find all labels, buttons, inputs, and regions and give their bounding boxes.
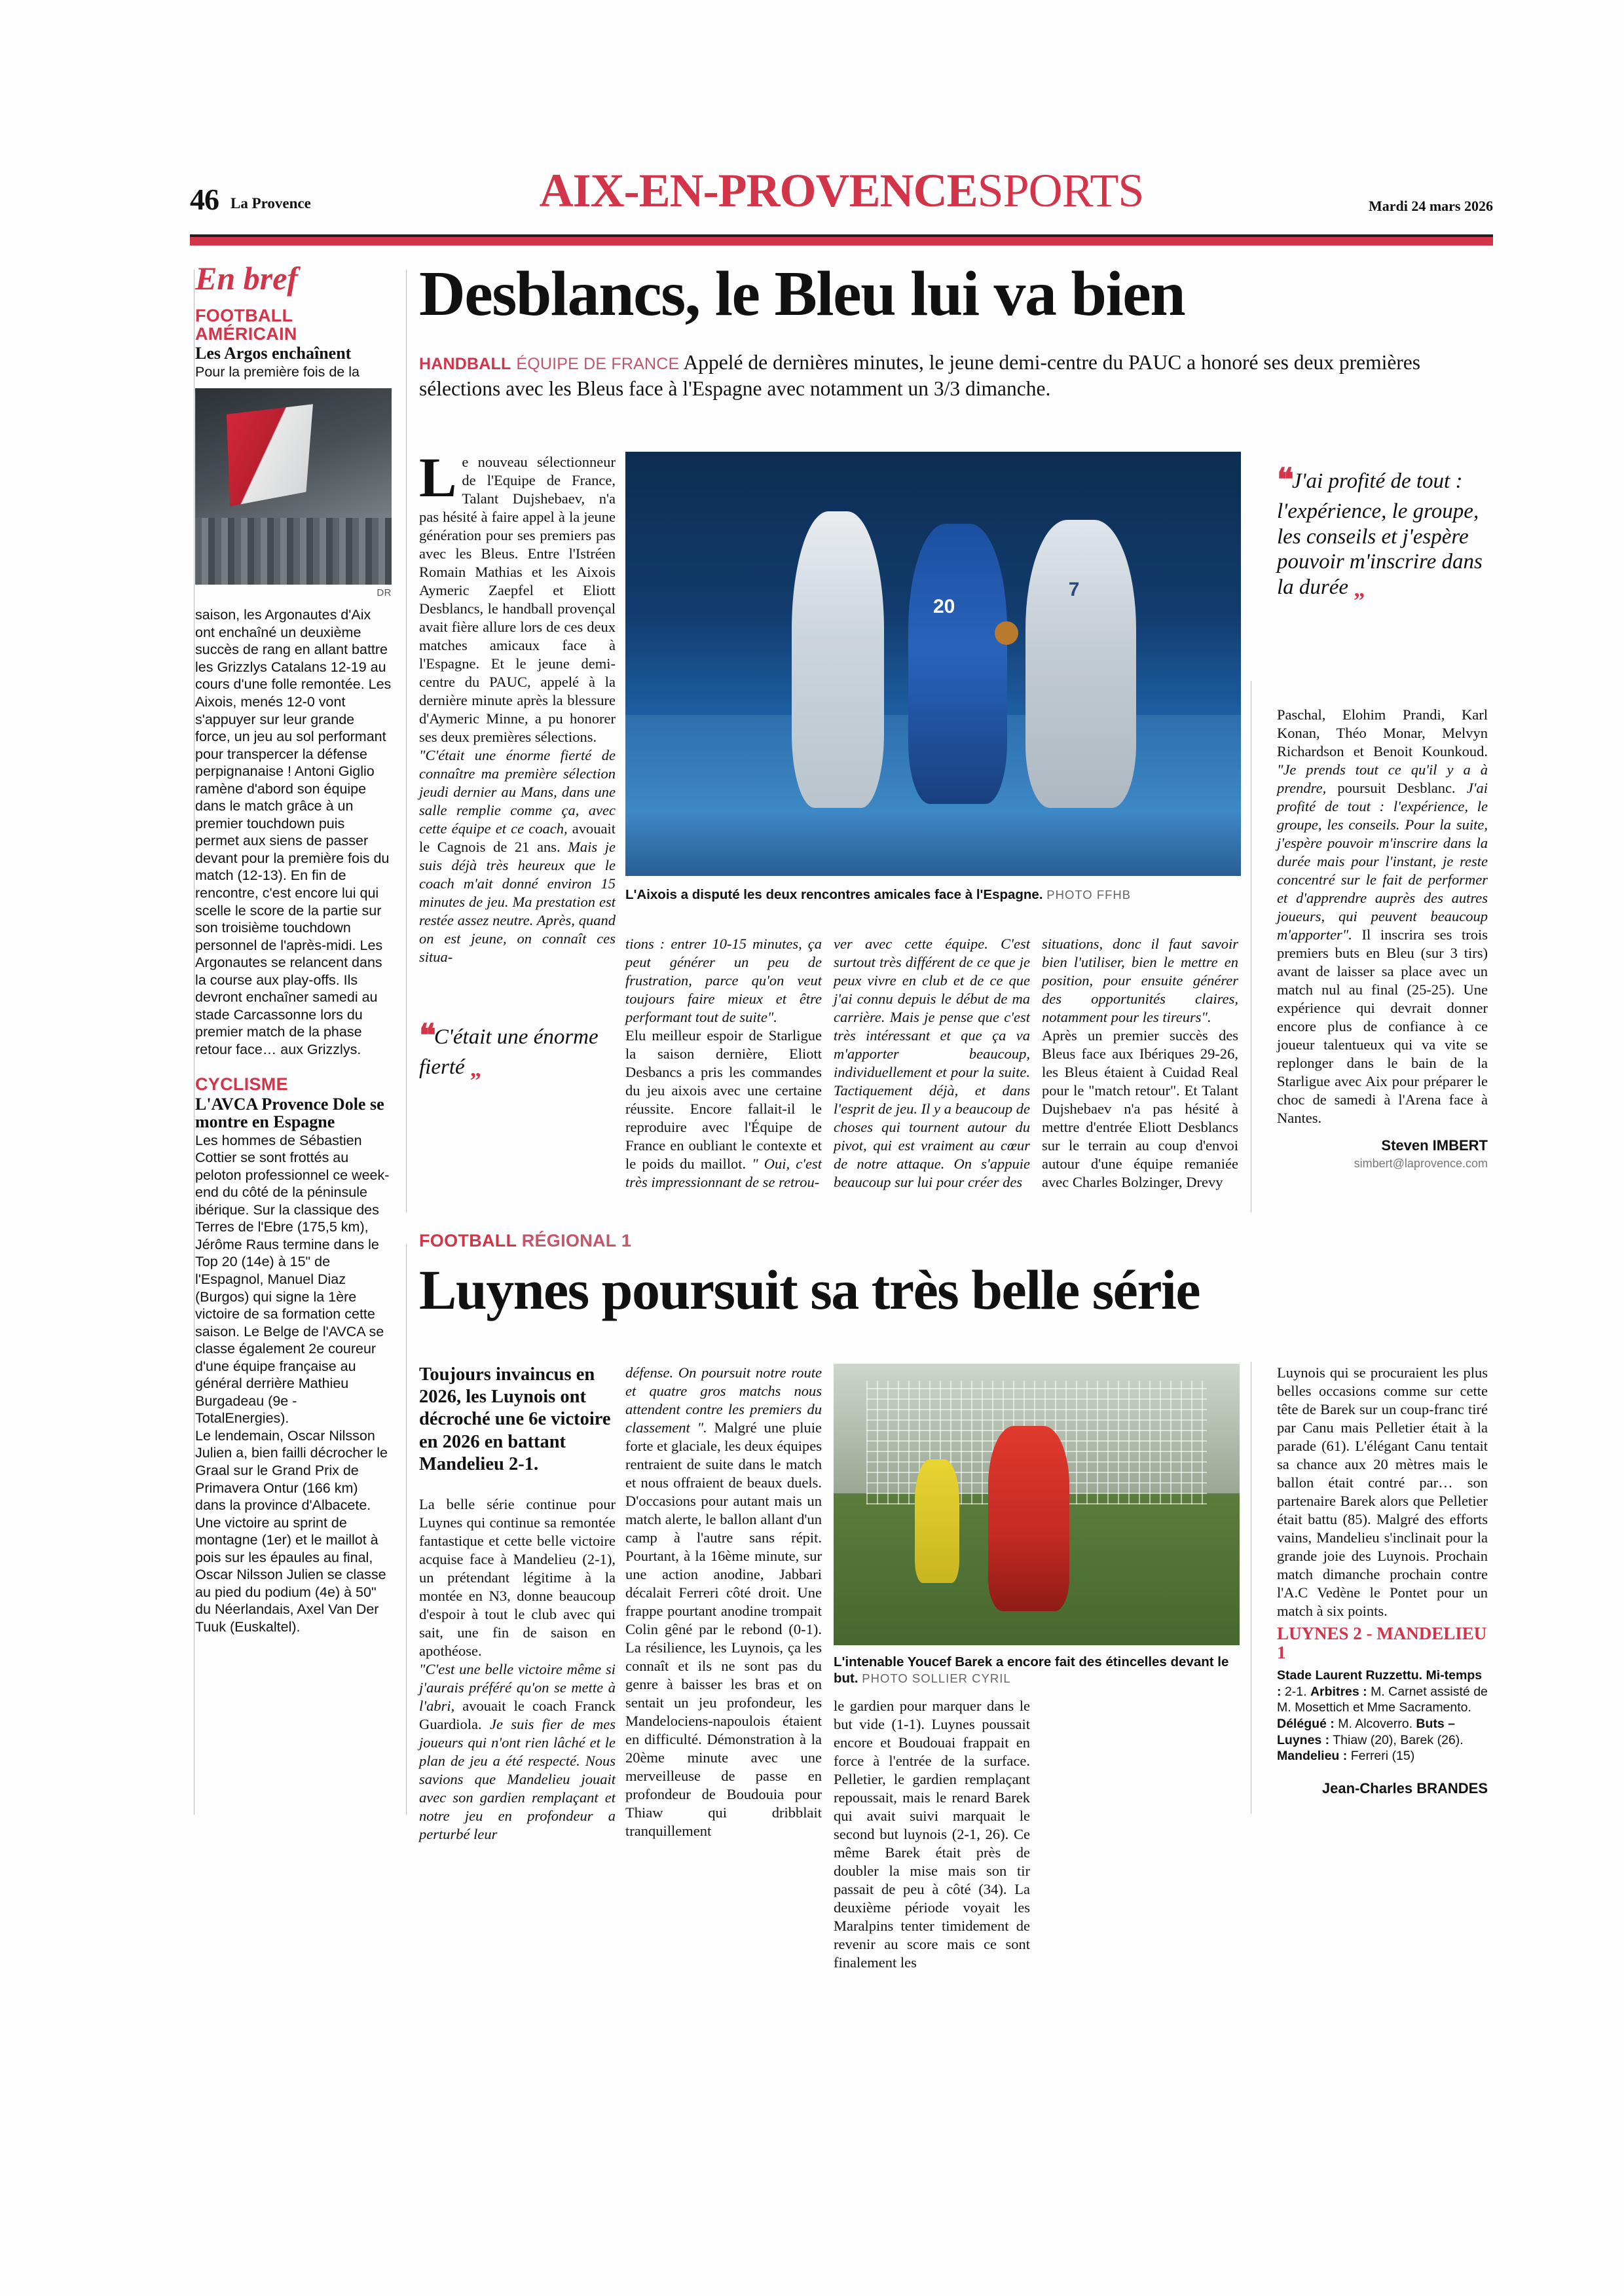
result-title: LUYNES 2 - MANDELIEU 1 (1277, 1624, 1487, 1663)
result-delegue: M. Alcoverro. (1338, 1717, 1412, 1731)
section-title-city: AIX-EN-PROVENCE (539, 164, 978, 217)
result-arbitres-label: Arbitres : (1310, 1684, 1367, 1699)
masthead (190, 164, 1493, 236)
player-red-barek (988, 1426, 1069, 1612)
paragraph-text: le gardien pour marquer dans le but vide (1-1). Luynes poussait encore et Boudouai frappait en force à l'entrée de la surface. Pelletier, le gardien remplaçant repoussait, mais le renard Barek qui avait suivi marquait le second but luynois (2-1, 26). Ce même Barek était près de doubler la mise mais son tir passait de peu à côté (34). La deuxième période voyait les Maralpins tenter timidement de revenir au score mais ce sont finalement les (834, 1698, 1030, 1971)
handball-photo-caption (625, 887, 1241, 903)
brief-body: Les hommes de Sébastien Cottier se sont frottés au peloton professionnel ce week-end du côté de la péninsule ibérique. Sur la classique des Terres de l'Ebre (175,5 km), Jérôme Raus termine dans le Top 20 (14e) à 15" de l'Espagnol, Manuel Diaz (Burgos) qui signe la 1ère victoire de sa formation cette saison. Le Belge de l'AVCA se classe également 2e coureur d'une équipe française au général derrière Mathieu Burgadeau (9e - TotalEnergies). (195, 1132, 390, 1427)
quote-mark-icon: ❝ (1277, 463, 1292, 498)
handball-column-1 (419, 446, 616, 966)
paragraph (834, 1697, 1030, 1972)
result-mitemps: 2-1. (1284, 1684, 1307, 1699)
handball-column-5 (1277, 706, 1488, 1171)
quote-text: "C'était une énorme fierté de connaître ma première sélection jeudi dernier au Mans, dans une salle remplie comme ça, avec cette équipe et ce coach, (419, 747, 616, 837)
section-title-sports: SPORTS (977, 164, 1144, 217)
result-buts-luynes: Thiaw (20), Barek (26). (1333, 1732, 1464, 1747)
paragraph-text: Paschal, Elohim Prandi, Karl Konan, Théo Monar, Melvyn Richardson et Benoit Kounkoud. (1277, 706, 1488, 759)
drop-cap: L (419, 446, 457, 509)
result-buts-label: Buts – Luynes : (1277, 1717, 1456, 1747)
football-column-2 (625, 1364, 822, 1840)
brief-photo-credit: DR (377, 587, 392, 599)
handball-photo (625, 452, 1241, 876)
jersey-number-white: 7 (1068, 579, 1080, 601)
player-blue-center (908, 524, 1006, 804)
flag-shape (227, 404, 313, 506)
paragraph-text: Malgré une pluie forte et glaciale, les deux équipes rentraient de suite dans le match et nous offraient de beaux duels. D'occasions pour autant mais un match alerte, le ballon allant d'un camp à l'autre sans répit. Pourtant, à la 16ème minute, sur une action anodine, Jabbari décalait Ferreri côté droit. Une frappe pourtant anodine trompait Colin gêné par le rebond (0-1). La résilience, les Luynois, ça les connaît et ils ne sont pas du genre à baisser les bras et on sentait un jeu profondeur, les Mandelociens-napoulois étaient en difficulté. Démonstration à la 20ème minute avec une merveilleuse de passe en profondeur de Boudouia pour Thiaw qui dribblait tranquillement (625, 1419, 822, 1839)
article-standfirst (419, 350, 1493, 402)
standfirst-text: Appelé de dernières minutes, le jeune demi-centre du PAUC a honoré ses deux premières sélections avec les Bleus face à l'Espagne avec notamment un 3/3 dimanche. (419, 351, 1421, 400)
football-chapo: Toujours invaincus en 2026, les Luynois ont décroché une 6e victoire en 2026 en battant Mandelieu 2-1. (419, 1364, 611, 1474)
handball-byline-email: simbert@laprovence.com (1354, 1157, 1488, 1171)
handball-ball (995, 621, 1018, 645)
quote-mark-close-icon: „ (1354, 577, 1363, 602)
result-arbitres: M. Carnet assisté de M. Mosettich et Mme Sacramento. (1277, 1684, 1488, 1715)
brief-title: L'AVCA Provence Dole se montre en Espagne (195, 1094, 384, 1132)
column-divider (406, 1244, 407, 1815)
quote-text-2: Je suis fier de mes joueurs qui n'ont rien lâché et le plan de jeu a été respecté. Nous savions que Mandelieu jouait avec son gardien remplaçant et notre jeu en profondeur a perturbé leur (419, 1715, 616, 1842)
brief-body-2: Le lendemain, Oscar Nilsson Julien a, bien failli décrocher le Graal sur le Grand Prix de Primavera Ontur (166 km) dans la province d'Albacete. Une victoire au sprint de montagne (1er) et le maillot à pois sur les épaules au final, Oscar Nilsson Julien se classe au pied du podium (4e) à 50" du Néerlandais, Axel Van Der Tuuk (Euskaltel). (195, 1427, 388, 1635)
quote-text-2: Mais je suis déjà très heureux que le coach m'ait donné environ 15 minutes de jeu. Ma prestation est restée assez neutre. Après, quand on est jeune, on connaît ces situa- (419, 839, 616, 965)
attribution: avouait le coach Franck Guardiola. (419, 1697, 616, 1732)
paragraph (625, 1364, 822, 1840)
quote-text-2: " Oui, c'est très impressionnant de se retrou- (625, 1156, 822, 1190)
player-yellow-keeper (915, 1459, 959, 1583)
issue-date: Mardi 24 mars 2026 (1368, 198, 1493, 214)
jersey-number-blue: 20 (933, 596, 955, 618)
attribution: poursuit Desblanc. (1326, 780, 1456, 796)
quote-text-2: J'ai profité de tout : l'expérience, le groupe, les conseils. Pour la suite, j'espère pouvoir m'inscrire dans la durée mais pour l'instant, je reste concentré sur le fait de performer et d'apprendre auprès des autres joueurs, qui peuvent beaucoup m'apporter". (1277, 780, 1488, 943)
brief-item-football-americain (195, 306, 392, 1058)
result-delegue-label: Délégué : (1277, 1717, 1335, 1731)
handball-column-4 (1042, 935, 1238, 1192)
brief-body: saison, les Argonautes d'Aix ont enchaîné un deuxième succès de rang en allant battre les Grizzlys Catalans 12-19 au cours d'une folle remontée. Les Aixois, menés 12-0 vont s'appuyer sur leur grande force, un jeu au sol performant pour transpercer la défense perpignanaise ! Antoni Giglio ramène d'abord son équipe dans le match grâce à un premier touchdown puis permet aux siens de passer devant pour la première fois du match (12-13). En fin de rencontre, c'est encore lui qui scelle le score de la partie sur son troisième touchdown personnel de l'après-midi. Les Argonautes se relancent dans la course aux play-offs. Ils devront enchaîner samedi au stade Carcassonne lors du premier match de la phase retour face… aux Grizzlys. (195, 607, 392, 1057)
handball-byline: Steven IMBERT (1381, 1137, 1488, 1154)
brief-kicker: FOOTBALL AMÉRICAIN (195, 306, 297, 344)
article-handball-header (419, 259, 1493, 402)
result-mitemps-label: Mi-temps : (1277, 1668, 1483, 1699)
player-white-left (792, 511, 884, 809)
photo-artwork (834, 1364, 1240, 1645)
paragraph (419, 746, 616, 966)
quote-text: tions : entrer 10-15 minutes, ça peut générer un peu de frustration, parce qu'on veut toujours faire mieux et être performant tout de suite". (625, 936, 822, 1025)
football-photo (834, 1364, 1240, 1645)
paragraph-text: La belle série continue pour Luynes qui continue sa remontée fantastique et cette belle victoire acquise face à Mandelieu (2-1), un prétendant légitime à la montée en N3, donne beaucoup d'espoir à tout le club avec qui sait, une fin de saison en apothéose. (419, 1495, 616, 1659)
paragraph-text-2: Il inscrira ses trois premiers buts en Bleu (sur 3 tirs) avant de laisser sa place avec un match nul au final (25-25). Une expérience qui devrait donner encore plus de confiance à ce joueur talentueux qui va vite se replonger dans le bain de la Starligue avec Aix pour préparer le choc de samedi à l'Arena face à Nantes. (1277, 926, 1488, 1126)
football-kicker (419, 1231, 1493, 1251)
football-byline: Jean-Charles BRANDES (1321, 1779, 1488, 1796)
result-stade: Stade Laurent Ruzzettu. (1277, 1668, 1423, 1683)
sport-tag: FOOTBALL (419, 1231, 517, 1250)
caption-text: L'Aixois a disputé les deux rencontres amicales face à l'Espagne. (625, 887, 1043, 902)
quote-text: "C'est une belle victoire même si j'aurais préféré qu'on se mette à l'abri, (419, 1660, 616, 1714)
football-column-3 (834, 1697, 1030, 1972)
paragraph (625, 935, 822, 1027)
paragraph (1042, 935, 1238, 1027)
paragraph (1277, 706, 1488, 1127)
quote-mark-close-icon: „ (470, 1057, 479, 1082)
sidebar-en-bref (195, 262, 392, 1636)
sport-tag: HANDBALL (419, 355, 511, 373)
photo-artwork (195, 388, 392, 585)
quote-text: situations, donc il faut savoir bien l'utiliser, bien le mettre en position, pour ensuite générer des opportunités claires, notamment pour les tireurs". (1042, 936, 1238, 1025)
football-photo-caption (834, 1654, 1240, 1686)
sidebar-section-title: En bref (195, 260, 298, 297)
paragraph (834, 935, 1030, 1192)
crowd-shape (195, 518, 392, 585)
quote-mark-icon: ❝ (419, 1019, 434, 1053)
caption-credit: PHOTO FFHB (1046, 888, 1132, 902)
brief-item-cyclisme (195, 1075, 392, 1635)
paragraph (419, 446, 616, 746)
football-column-4-text (1277, 1364, 1488, 1620)
result-details (1277, 1667, 1488, 1764)
quote-text: défense. On poursuit notre route et quatre gros matchs nous attendent contre les premiers du classement ". (625, 1364, 822, 1436)
result-buts-mandelieu: Ferreri (15) (1350, 1749, 1415, 1764)
photo-artwork (625, 452, 1241, 876)
caption-credit: PHOTO SOLLIER CYRIL (862, 1671, 1011, 1685)
handball-column-2 (625, 935, 822, 1192)
section-title (190, 164, 1493, 218)
spacer (195, 1058, 392, 1075)
article-headline: Desblancs, le Bleu lui va bien (419, 259, 1185, 329)
masthead-rule (190, 234, 1493, 246)
handball-pullquote-right (1277, 462, 1486, 603)
brief-lede: Pour la première fois de la (195, 363, 360, 380)
paragraph-text: Luynois qui se procuraient les plus belles occasions comme sur cette tête de Barek sur un coup-franc tiré par Canu mais Pelletier était à la parade (61). L'élégant Canu tentait sa chance aux 20 mètres mais le ballon était contré par… son partenaire Barek alors que Pelletier était battu (85). Malgré des efforts vains, Mandelieu s'inclinait pour la grande joie des Luynois. Prochain match dimanche prochain contre l'A.C Vedène le Pontet pour un match à six points. (1277, 1364, 1488, 1619)
player-white-right (1025, 520, 1136, 809)
paragraph (625, 1027, 822, 1192)
football-column-1-text (419, 1495, 616, 1844)
competition-tag: ÉQUIPE DE FRANCE (516, 355, 680, 373)
competition-tag: RÉGIONAL 1 (521, 1231, 632, 1250)
brief-photo-argos (195, 388, 392, 585)
publication-brand: La Provence (231, 195, 311, 211)
paragraph (419, 1660, 616, 1844)
result-buts-mandelieu-label: Mandelieu : (1277, 1749, 1348, 1764)
quote-text: "Je prends tout ce qu'il y a à prendre, (1277, 761, 1488, 796)
brief-kicker: CYCLISME (195, 1074, 288, 1095)
paragraph (1042, 1027, 1238, 1192)
pullquote-text: J'ai profité de tout : l'expérience, le groupe, les conseils et j'espère pouvoir m'inscrire dans la durée (1277, 469, 1483, 599)
quote-text: ver avec cette équipe. C'est surtout très différent de ce que je peux vivre en club et de ce que j'ai connu depuis le début de ma carrière. Mais je pense que c'est très intéressant et que ça va m'apporter beaucoup, individuellement et pour la suite. Tactiquement déjà, et dans l'esprit de jeu. Il y a beaucoup de choses qui tournent autour du pivot, qui est vraiment au cœur de notre attaque. On s'appuie beaucoup sur lui pour créer des (834, 936, 1030, 1190)
article-headline: Luynes poursuit sa très belle série (419, 1258, 1200, 1321)
paragraph (419, 1495, 616, 1660)
match-result-box (1277, 1624, 1488, 1797)
paragraph-text: e nouveau sélectionneur de l'Equipe de France, Talant Dujshebaev, n'a pas hésité à faire appel à la jeune génération pour ses premiers pas avec les Bleus. Entre l'Istréen Romain Mathias et les Aixois Aymeric Zaepfel et Eliott Desblancs, le handball provençal avait fière allure lors de ces deux matches amicaux face à l'Espagne. Et le jeune demi-centre du PAUC, appelé à la dernière minute après la blessure d'Aymeric Minne, a pu honorer ses deux premières sélections. (419, 454, 616, 745)
pullquote-text: C'était une énorme fierté (419, 1025, 599, 1080)
article-football-header (419, 1231, 1493, 1321)
column-divider (406, 270, 407, 1212)
handball-column-3 (834, 935, 1030, 1192)
football-column-4 (1277, 1364, 1488, 1797)
page-number: 46 (190, 183, 219, 216)
paragraph-text: Elu meilleur espoir de Starligue la saison dernière, Eliott Desbancs a pris les commandes du jeu aixois avec une certaine réussite. Encore fallait-il le reproduire avec l'Équipe de France en oubliant le contexte et le poids du maillot. (625, 1027, 822, 1172)
caption-text: L'intenable Youcef Barek a encore fait des étincelles devant le but. (834, 1654, 1229, 1686)
attribution: avouait le Cagnois de 21 ans. (419, 820, 616, 855)
football-column-1 (419, 1364, 616, 1844)
handball-pullquote-left (419, 1018, 616, 1083)
paragraph (1277, 1364, 1488, 1620)
brief-title: Les Argos enchaînent (195, 344, 352, 363)
paragraph-text: Après un premier succès des Bleus face aux Ibériques 29-26, les Bleus étaient à Cuidad Real pour le "match retour". Et Talant Dujshebaev n'a pas hésité à mettre d'entrée Eliott Desblancs sur le terrain au coup d'envoi autour d'une équipe remaniée avec Charles Bolzinger, Drevy (1042, 1027, 1238, 1190)
